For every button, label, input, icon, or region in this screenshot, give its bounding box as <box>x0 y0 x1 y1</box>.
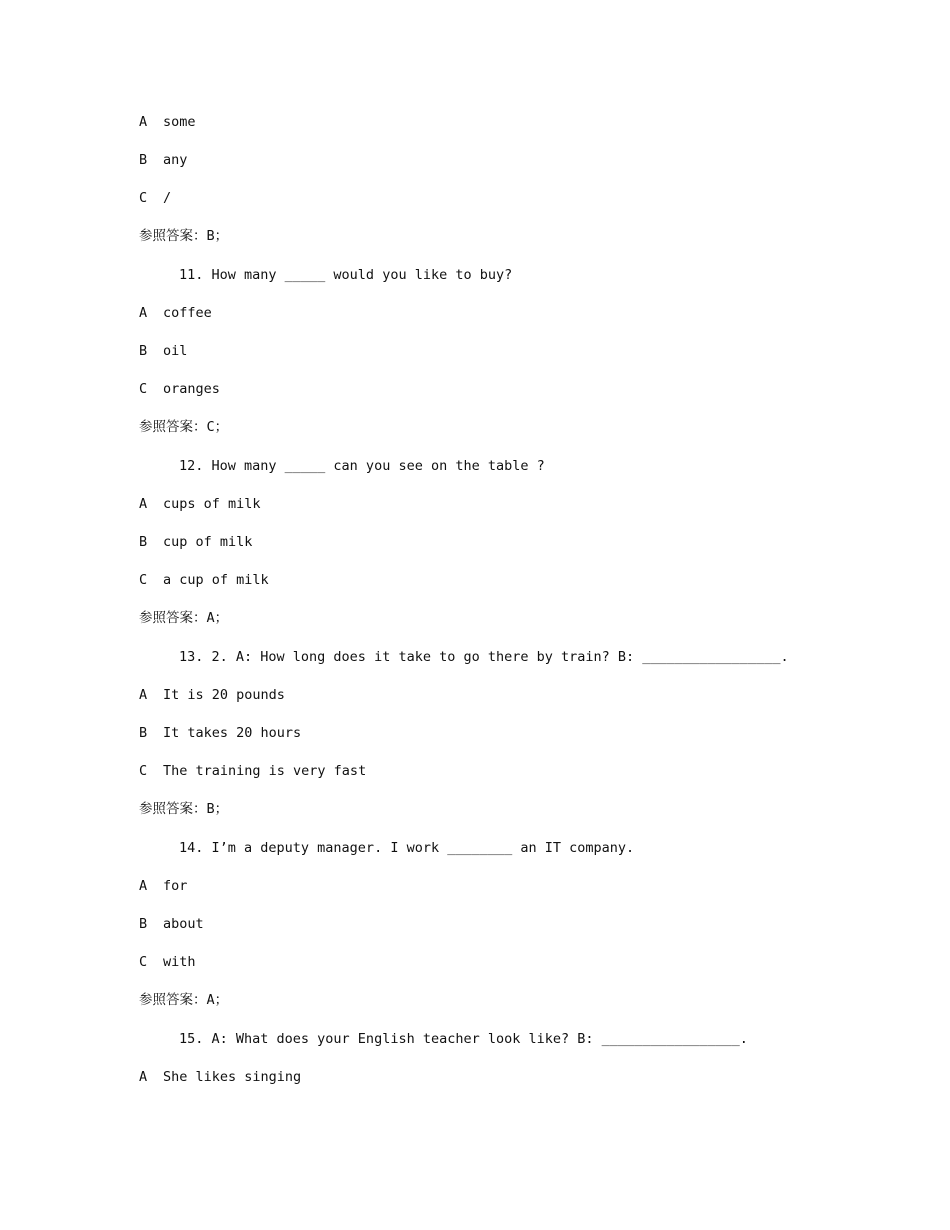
answer-value: B； <box>206 228 229 244</box>
option-letter: A <box>139 687 148 703</box>
option-b <box>139 915 204 933</box>
option-a <box>139 1068 301 1086</box>
option-letter: A <box>139 305 148 321</box>
option-letter: A <box>139 496 148 512</box>
option-text: oil <box>163 343 188 359</box>
answer-label: 参照答案： <box>139 419 207 435</box>
option-b <box>139 342 187 360</box>
option-letter: A <box>139 878 148 894</box>
option-letter: C <box>139 190 148 206</box>
option-b <box>139 151 187 169</box>
option-text: / <box>163 190 172 206</box>
option-text: It is 20 pounds <box>163 687 285 703</box>
option-c <box>139 762 366 780</box>
answer-value: A； <box>206 610 229 626</box>
option-text: some <box>163 114 196 130</box>
option-text: oranges <box>163 381 220 397</box>
option-letter: B <box>139 916 148 932</box>
option-text: coffee <box>163 305 212 321</box>
option-text: about <box>163 916 204 932</box>
answer-value: C； <box>206 419 229 435</box>
option-text: a cup of milk <box>163 572 269 588</box>
option-text: She likes singing <box>163 1069 302 1085</box>
answer-line <box>139 991 228 1009</box>
option-text: cup of milk <box>163 534 253 550</box>
option-letter: B <box>139 152 148 168</box>
answer-value: B； <box>206 801 229 817</box>
option-letter: B <box>139 534 148 550</box>
answer-line <box>139 800 228 818</box>
question-text: 11. How many _____ would you like to buy? <box>179 267 513 283</box>
option-letter: A <box>139 114 148 130</box>
option-c <box>139 571 269 589</box>
option-a <box>139 877 187 895</box>
answer-label: 参照答案： <box>139 228 207 244</box>
option-c <box>139 380 220 398</box>
option-letter: C <box>139 763 148 779</box>
option-text: It takes 20 hours <box>163 725 302 741</box>
option-letter: C <box>139 381 148 397</box>
option-c <box>139 953 196 971</box>
option-letter: C <box>139 954 148 970</box>
option-letter: C <box>139 572 148 588</box>
question-text: 12. How many _____ can you see on the table ? <box>179 458 545 474</box>
option-a <box>139 686 285 704</box>
option-text: for <box>163 878 188 894</box>
option-text: any <box>163 152 188 168</box>
answer-label: 参照答案： <box>139 801 207 817</box>
answer-value: A； <box>206 992 229 1008</box>
answer-line <box>139 418 228 436</box>
answer-label: 参照答案： <box>139 992 207 1008</box>
option-b <box>139 533 252 551</box>
option-b <box>139 724 301 742</box>
question-text: 13. 2. A: How long does it take to go there by train? B: _________________. <box>179 649 789 665</box>
option-a <box>139 495 261 513</box>
option-c <box>139 189 171 207</box>
answer-line <box>139 609 228 627</box>
question-text: 15. A: What does your English teacher look like? B: _________________. <box>179 1031 748 1047</box>
option-a <box>139 113 196 131</box>
option-letter: A <box>139 1069 148 1085</box>
answer-label: 参照答案： <box>139 610 207 626</box>
option-text: with <box>163 954 196 970</box>
option-letter: B <box>139 343 148 359</box>
option-letter: B <box>139 725 148 741</box>
answer-line <box>139 227 228 245</box>
question-text: 14. I’m a deputy manager. I work ________ an IT company. <box>179 840 635 856</box>
option-a <box>139 304 212 322</box>
option-text: The training is very fast <box>163 763 367 779</box>
option-text: cups of milk <box>163 496 261 512</box>
